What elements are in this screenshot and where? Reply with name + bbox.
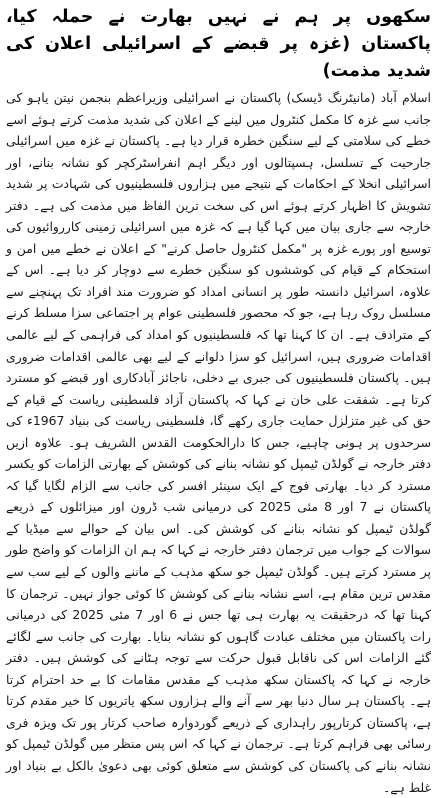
- article-dateline: اسلام آباد (مانیٹرنگ ڈیسک): [286, 90, 431, 105]
- article-paragraph: پاکستان نے اسرائیلی وزیراعظم بنجمن نیتن یاہو کی جانب سے غزہ کا مکمل کنٹرول میں لینے کے اعلان کی شدید مذمت کرتے ہوئے اسے خطے کی سلامتی کے لیے سنگین خطرہ قرار دیا ہے۔ پاکستان نے غزہ میں اسرائیلی جارحیت کے تسلسل، ہسپتالوں اور دیگر اہم انفراسٹرکچر کو نشانہ بنانے، اور اسرائیلی انخلا کے احکامات کے نتیجے میں ہزاروں فلسطینیوں کی شہادت پر شدید تشویش کا اظہار کرتے ہوئے اس کی سخت ترین الفاظ میں مذمت کی ہے۔ دفتر خارجہ سے جاری بیان میں کہا گیا ہے کہ غزہ میں اسرائیلی زمینی کارروائیوں کی توسیع اور پورے غزہ پر "مکمل کنٹرول حاصل کرنے" کے اعلان نے خطے میں امن و استحکام کے قیام کی کوششوں کو سنگین خطرے سے دوچار کر دیا ہے۔ اس کے علاوہ، اسرائیل دانستہ طور پر انسانی امداد کو ضرورت مند افراد تک پہنچنے سے مسلسل روک رہا ہے، جو کہ محصور فلسطینی عوام پر اجتماعی سزا مسلط کرنے کے مترادف ہے۔ ان کا کہنا تھا کہ فلسطینیوں کو امداد کی فراہمی کے لیے عالمی اقدامات ضروری ہیں، اسرائیل کو سزا دلوانے کے لیے بھی عالمی اقدامات ضروری ہیں۔ پاکستان فلسطینیوں کی جبری بے دخلی، ناجائز آبادکاری اور قبضے کو مسترد کرتا ہے۔ شفقت علی خان نے کہا کہ پاکستان آزاد فلسطینی ریاست کے قیام کے حق کی غیر متزلزل حمایت جاری رکھے گا، فلسطینی ریاست کی بنیاد 1967ء کی سرحدوں پر ہونی چاہیے، جس کا دارالحکومت القدس الشریف ہو۔ علاوہ ازیں دفتر خارجہ نے گولڈن ٹیمپل کو نشانہ بنانے کی کوشش کے بھارتی الزامات کو یکسر مسترد کر دیا۔ بھارتی فوج کے ایک سینئر افسر کی جانب سے الزام لگایا گیا کہ پاکستان نے 7 اور 8 مئی 2025 کی درمیانی شب ڈرون اور میزائلوں کے ذریعے گولڈن ٹیمپل کو نشانہ بنانے کی کوشش کی۔ اس بیان کے حوالے سے میڈیا کے سوالات کے جواب میں ترجمان دفتر خارجہ نے کہا کہ ہم ان الزامات کو واضح طور پر مسترد کرتے ہیں۔ گولڈن ٹیمپل جو سکھ مذہب کے ماننے والوں کے لیے سب سے مقدس ترین مقام ہے، اسے نشانہ بنانے کی کوشش کا کوئی جواز نہیں۔ ترجمان کا کہنا تھا کہ درحقیقت یہ بھارت ہی تھا جس نے 6 اور 7 مئی 2025 کی درمیانی رات پاکستان میں مختلف عبادت گاہوں کو نشانہ بنایا۔ بھارت کی جانب سے لگائے گئے الزامات اس کی ناقابل قبول حرکت سے توجہ ہٹانے کی کوشش ہیں۔ دفتر خارجہ نے کہا کہ پاکستان سکھ مذہب کے مقدس مقامات کا بے حد احترام کرتا ہے۔ پاکستان ہر سال دنیا بھر سے آنے والے ہزاروں سکھ یاتریوں کا خیر مقدم کرتا ہے، پاکستان کرتارپور راہداری کے ذریعے گوردوارہ صاحب کرتار پور تک ویزہ فری رسائی بھی فراہم کرتا ہے۔ ترجمان نے کہا کہ اس پس منظر میں گولڈن ٹیمپل کو نشانہ بنانے کی پاکستان کی کوشش سے متعلق کوئی بھی دعویٰ بالکل بے بنیاد اور غلط ہے۔: [6, 90, 431, 795]
- article-headline: سکھوں پر ہم نے نہیں بھارت نے حملہ کیا، پاکستان (غزہ پر قبضے کے اسرائیلی اعلان کی شدید مذمت): [6, 7, 431, 81]
- article-body: [6, 87, 431, 798]
